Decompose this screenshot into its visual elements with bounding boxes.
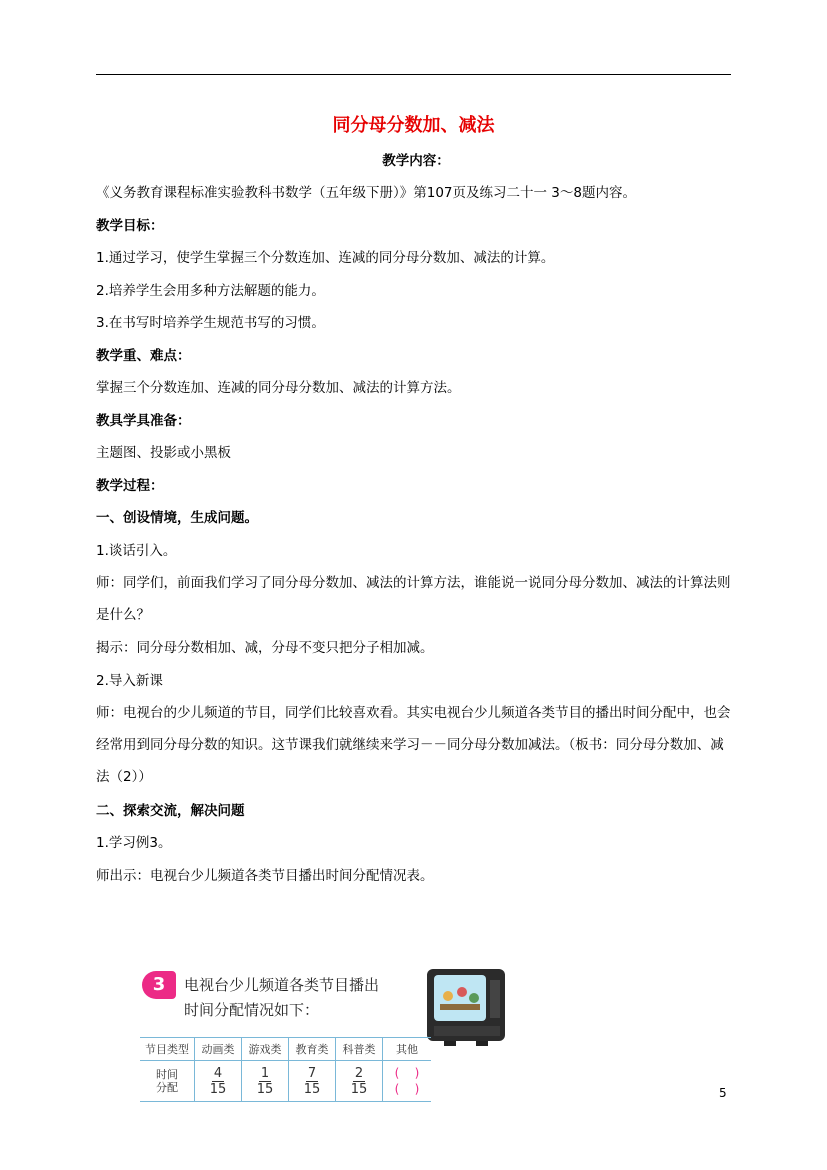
fraction-numerator: 1	[260, 1065, 270, 1081]
blank-numerator: ( )	[394, 1066, 420, 1080]
goal-2: 2.培养学生会用多种方法解题的能力。	[96, 283, 325, 299]
teacher-question: 师：同学们，前面我们学习了同分母分数加、减法的计算方法，谁能说一说同分母分数加、减法的计算法则是什么？	[96, 575, 731, 623]
time-allocation-table	[140, 1037, 431, 1102]
goal-1: 1.通过学习，使学生掌握三个分数连加、连减的同分母分数加、减法的计算。	[96, 250, 555, 266]
teacher-intro: 师：电视台的少儿频道的节目，同学们比较喜欢看。其实电视台少儿频道各类节目的播出时间分配中，也会经常用到同分母分数的知识。这节课我们就继续来学习－－同分母分数加减法。（板书：同分母分数加、减法（2））	[96, 705, 731, 785]
fraction-numerator: 7	[307, 1065, 317, 1081]
table-header-cell: 游戏类	[242, 1038, 289, 1061]
key-points-text: 掌握三个分数连加、连减的同分母分数加、减法的计算方法。	[96, 380, 461, 396]
fraction-cell	[289, 1061, 336, 1102]
fraction-cell	[336, 1061, 383, 1102]
table-header-cell: 教育类	[289, 1038, 336, 1061]
figure-caption-line-2: 时间分配情况如下：	[184, 1001, 320, 1019]
section-heading-materials: 教具学具准备：	[96, 413, 191, 429]
section-heading-key-points: 教学重、难点：	[96, 348, 191, 364]
section-heading-content: 教学内容：	[382, 153, 450, 169]
table-header-cell: 动画类	[195, 1038, 242, 1061]
step-2-1: 1.学习例3。	[96, 835, 172, 851]
example-3-figure	[140, 965, 520, 1105]
teacher-show-table: 师出示：电视台少儿频道各类节目播出时间分配情况表。	[96, 868, 434, 884]
section-heading-process: 教学过程：	[96, 478, 164, 494]
row-label-line: 分配	[156, 1081, 178, 1094]
step-1-heading: 一、创设情境，生成问题。	[96, 510, 258, 526]
step-1-1: 1.谈话引入。	[96, 543, 177, 559]
page-number: 5	[719, 1086, 727, 1100]
header-rule	[96, 74, 731, 75]
step-1-2: 2.导入新课	[96, 673, 163, 689]
fraction-numerator: 4	[213, 1065, 223, 1081]
materials-text: 主题图、投影或小黑板	[96, 445, 231, 461]
fraction-cell	[242, 1061, 289, 1102]
row-label-cell	[140, 1061, 195, 1102]
other-blank-cell	[383, 1061, 432, 1102]
section-heading-goals: 教学目标：	[96, 218, 164, 234]
table-header-cell: 科普类	[336, 1038, 383, 1061]
fraction-denominator: 15	[209, 1081, 227, 1097]
fraction-cell	[195, 1061, 242, 1102]
goal-3: 3.在书写时培养学生规范书写的习惯。	[96, 315, 325, 331]
step-2-heading: 二、探索交流，解决问题	[96, 803, 245, 819]
blank-denominator: ( )	[394, 1082, 420, 1096]
content-text: 《义务教育课程标准实验教科书数学（五年级下册）》第107页及练习二十一 3～8题内容。	[96, 185, 636, 201]
fraction-denominator: 15	[350, 1081, 368, 1097]
reveal-rule: 揭示：同分母分数相加、减，分母不变只把分子相加减。	[96, 640, 434, 656]
lesson-title: 同分母分数加、减法	[332, 115, 495, 136]
fraction-denominator: 15	[256, 1081, 274, 1097]
table-header-cell: 节目类型	[140, 1038, 195, 1061]
table-header-cell: 其他	[383, 1038, 432, 1061]
fraction-denominator: 15	[303, 1081, 321, 1097]
row-label-line: 时间	[156, 1068, 178, 1081]
fraction-numerator: 2	[354, 1065, 364, 1081]
tv-illustration-icon	[426, 968, 506, 1046]
figure-caption-line-1: 电视台少儿频道各类节目播出	[184, 976, 380, 994]
example-number-badge: 3	[142, 971, 176, 999]
